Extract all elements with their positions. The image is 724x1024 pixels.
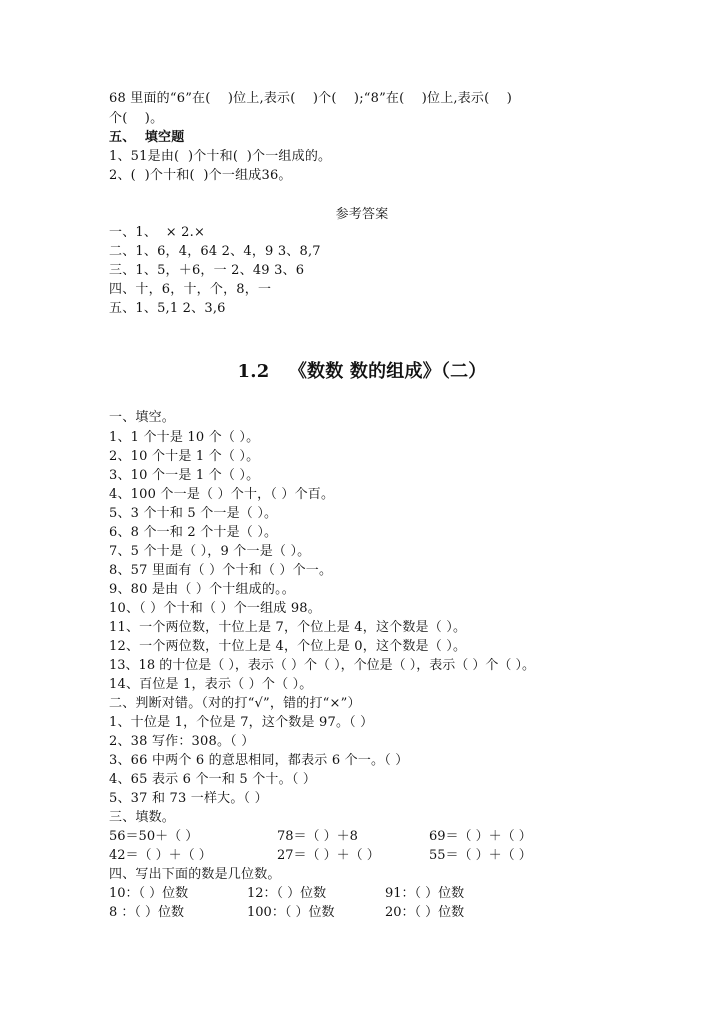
question-line: 2、( )个十和( )个一组成36。 bbox=[109, 168, 292, 183]
answers-heading: 参考答案 bbox=[335, 207, 389, 222]
answer-line: 五、1、5,1 2、3,6 bbox=[109, 301, 226, 316]
question-line: 11、一个两位数，十位上是 7，个位上是 4，这个数是（ ）。 bbox=[109, 620, 467, 635]
answer-line: 二、1、6，4，64 2、4，9 3、8,7 bbox=[109, 244, 321, 259]
fill-item: 8 ：（ ）位数 bbox=[109, 905, 185, 920]
section-heading: 四、写出下面的数是几位数。 bbox=[109, 867, 281, 882]
question-line: 4、100 个一是（ ）个十，（ ）个百。 bbox=[109, 487, 335, 502]
fill-item: 42＝（ ）＋（ ） bbox=[109, 848, 212, 863]
fill-item: 27＝（ ）＋（ ） bbox=[277, 848, 380, 863]
question-line: 3、66 中两个 6 的意思相同，都表示 6 个一。（ ） bbox=[109, 753, 409, 768]
answer-line: 四、十，6，十，个，8，一 bbox=[109, 282, 272, 297]
question-line: 1、1 个十是 10 个（ ）。 bbox=[109, 430, 260, 445]
fill-item: 69＝（ ）＋（ ） bbox=[429, 829, 532, 844]
answer-line: 一、1、 × 2.× bbox=[109, 225, 206, 240]
fill-item: 100：（ ）位数 bbox=[247, 905, 335, 920]
question-line: 1、十位是 1，个位是 7，这个数是 97。（ ） bbox=[109, 715, 374, 730]
question-line: 12、一个两位数，十位上是 4，个位上是 0，这个数是（ ）。 bbox=[109, 639, 467, 654]
question-line: 1、51是由( )个十和( )个一组成的。 bbox=[109, 149, 332, 164]
question-line: 2、38 写作：308。（ ） bbox=[109, 734, 255, 749]
section-heading: 三、填数。 bbox=[109, 810, 176, 825]
question-line: 2、10 个十是 1 个（ ）。 bbox=[109, 449, 260, 464]
answer-line: 三、1、5，＋6，一 2、49 3、6 bbox=[109, 263, 305, 278]
question-line: 5、3 个十和 5 个一是（ ）。 bbox=[109, 506, 278, 521]
section-heading: 二、判断对错。（对的打“√”，错的打“×”） bbox=[109, 696, 361, 711]
section-heading: 一、填空。 bbox=[109, 410, 176, 425]
question-line: 8、57 里面有（ ）个十和（ ）个一。 bbox=[109, 563, 333, 578]
page-title: 1.2 《数数 数的组成》（二） bbox=[237, 361, 487, 382]
question-line: 10、（ ）个十和（ ）个一组成 98。 bbox=[109, 601, 321, 616]
fill-item: 78＝（ ）＋8 bbox=[277, 829, 358, 844]
question-line: 9、80 是由（ ）个十组成的。。 bbox=[109, 582, 295, 597]
section-heading: 五、 填空题 bbox=[109, 130, 185, 145]
question-line: 6、8 个一和 2 个十是（ ）。 bbox=[109, 525, 278, 540]
fill-item: 56＝50＋（ ） bbox=[109, 829, 199, 844]
fill-item: 12：（ ）位数 bbox=[247, 886, 327, 901]
question-line: 4、65 表示 6 个一和 5 个十。（ ） bbox=[109, 772, 317, 787]
fill-item: 10：（ ）位数 bbox=[109, 886, 189, 901]
question-line: 5、37 和 73 一样大。（ ） bbox=[109, 791, 268, 806]
question-line: 13、18 的十位是（ ），表示（ ）个（ ），个位是（ ），表示（ ）个（ ）。 bbox=[109, 658, 536, 673]
question-line: 个( )。 bbox=[109, 111, 164, 126]
question-line: 7、5 个十是（ ），9 个一是（ ）。 bbox=[109, 544, 311, 559]
fill-item: 91：（ ）位数 bbox=[385, 886, 465, 901]
question-line: 68 里面的“6”在( )位上,表示( )个( );“8”在( )位上,表示( ) bbox=[109, 91, 513, 106]
fill-item: 20：（ ）位数 bbox=[385, 905, 465, 920]
fill-item: 55＝（ ）＋（ ） bbox=[429, 848, 532, 863]
question-line: 14、百位是 1，表示（ ）个（ ）。 bbox=[109, 677, 313, 692]
question-line: 3、10 个一是 1 个（ ）。 bbox=[109, 468, 260, 483]
